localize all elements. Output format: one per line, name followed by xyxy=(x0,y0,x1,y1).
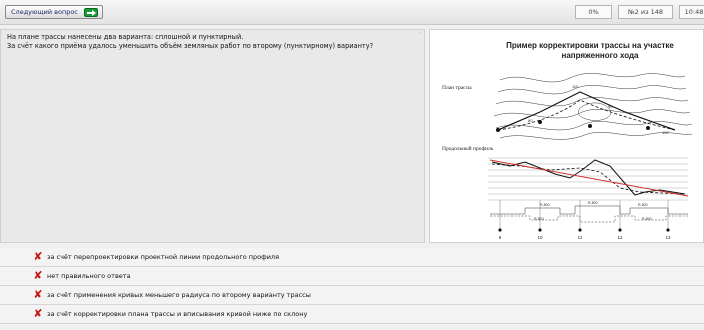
toolbar xyxy=(0,0,704,25)
timer: 10:48 xyxy=(679,5,704,19)
contour-label: 110 xyxy=(572,84,579,89)
question-counter: №2 из 148 xyxy=(618,5,673,19)
contour-label: 80 xyxy=(528,118,533,123)
radius-label: R-800 xyxy=(540,203,550,207)
radius-label: R-800 xyxy=(534,217,544,221)
plan-curve-diagram-dashed xyxy=(490,216,688,222)
station-label: 10 xyxy=(537,235,543,240)
profile-dashed xyxy=(492,164,685,194)
station-label: 11 xyxy=(577,235,583,240)
answer-text: за счёт корректировки плана трассы и вписывания кривой ниже по склону xyxy=(47,310,308,318)
wrong-mark-icon: ✘ xyxy=(33,250,43,263)
arrow-right-icon xyxy=(84,8,98,17)
station-label: 9 xyxy=(498,235,502,240)
route-diagram xyxy=(430,30,703,242)
station-points xyxy=(498,228,669,231)
answer-option[interactable] xyxy=(0,305,704,324)
station-label: 12 xyxy=(617,235,623,240)
answer-text: за счёт перепроектировки проектной линии продольного профиля xyxy=(47,253,280,261)
next-question-label: Следующий вопрос xyxy=(11,8,78,16)
figure-title-2: напряженного хода xyxy=(561,51,639,60)
design-line xyxy=(490,160,688,196)
plan-curve-diagram xyxy=(490,206,688,214)
question-line-1: На плане трассы нанесены два варианта: сплошной и пунктирный. xyxy=(7,33,244,41)
wrong-mark-icon: ✘ xyxy=(33,288,43,301)
wrong-mark-icon: ✘ xyxy=(33,269,43,282)
answer-text: нет правильного ответа xyxy=(47,272,131,280)
radius-label: R-800 xyxy=(638,203,648,207)
radius-label: R-800 xyxy=(588,201,598,205)
plan-label: План трассы xyxy=(442,85,472,91)
next-question-button[interactable] xyxy=(5,5,103,19)
answer-list xyxy=(0,248,704,330)
wrong-mark-icon: ✘ xyxy=(33,307,43,320)
answer-option[interactable] xyxy=(0,248,704,267)
answer-option[interactable] xyxy=(0,286,704,305)
radius-label: R-800 xyxy=(642,217,652,221)
station-label: 13 xyxy=(665,235,671,240)
answer-option[interactable] xyxy=(0,267,704,286)
contour-label: 100 xyxy=(662,130,669,135)
figure-title-1: Пример корректировки трассы на участке xyxy=(506,41,674,50)
answer-text: за счёт применения кривых меньшего радиуса по второму варианту трассы xyxy=(47,291,311,299)
scroll-indicator-icon[interactable]: ◦ xyxy=(418,30,422,37)
contour-label: 90 xyxy=(608,104,613,109)
question-figure xyxy=(429,29,704,243)
profile-label: Продольный профиль xyxy=(442,146,494,152)
question-line-2: За счёт какого приёма удалось уменьшить объём земляных работ по второму (пунктирному) варианту? xyxy=(7,42,374,50)
progress-indicator: 0% xyxy=(575,5,612,19)
question-panel xyxy=(0,29,425,243)
